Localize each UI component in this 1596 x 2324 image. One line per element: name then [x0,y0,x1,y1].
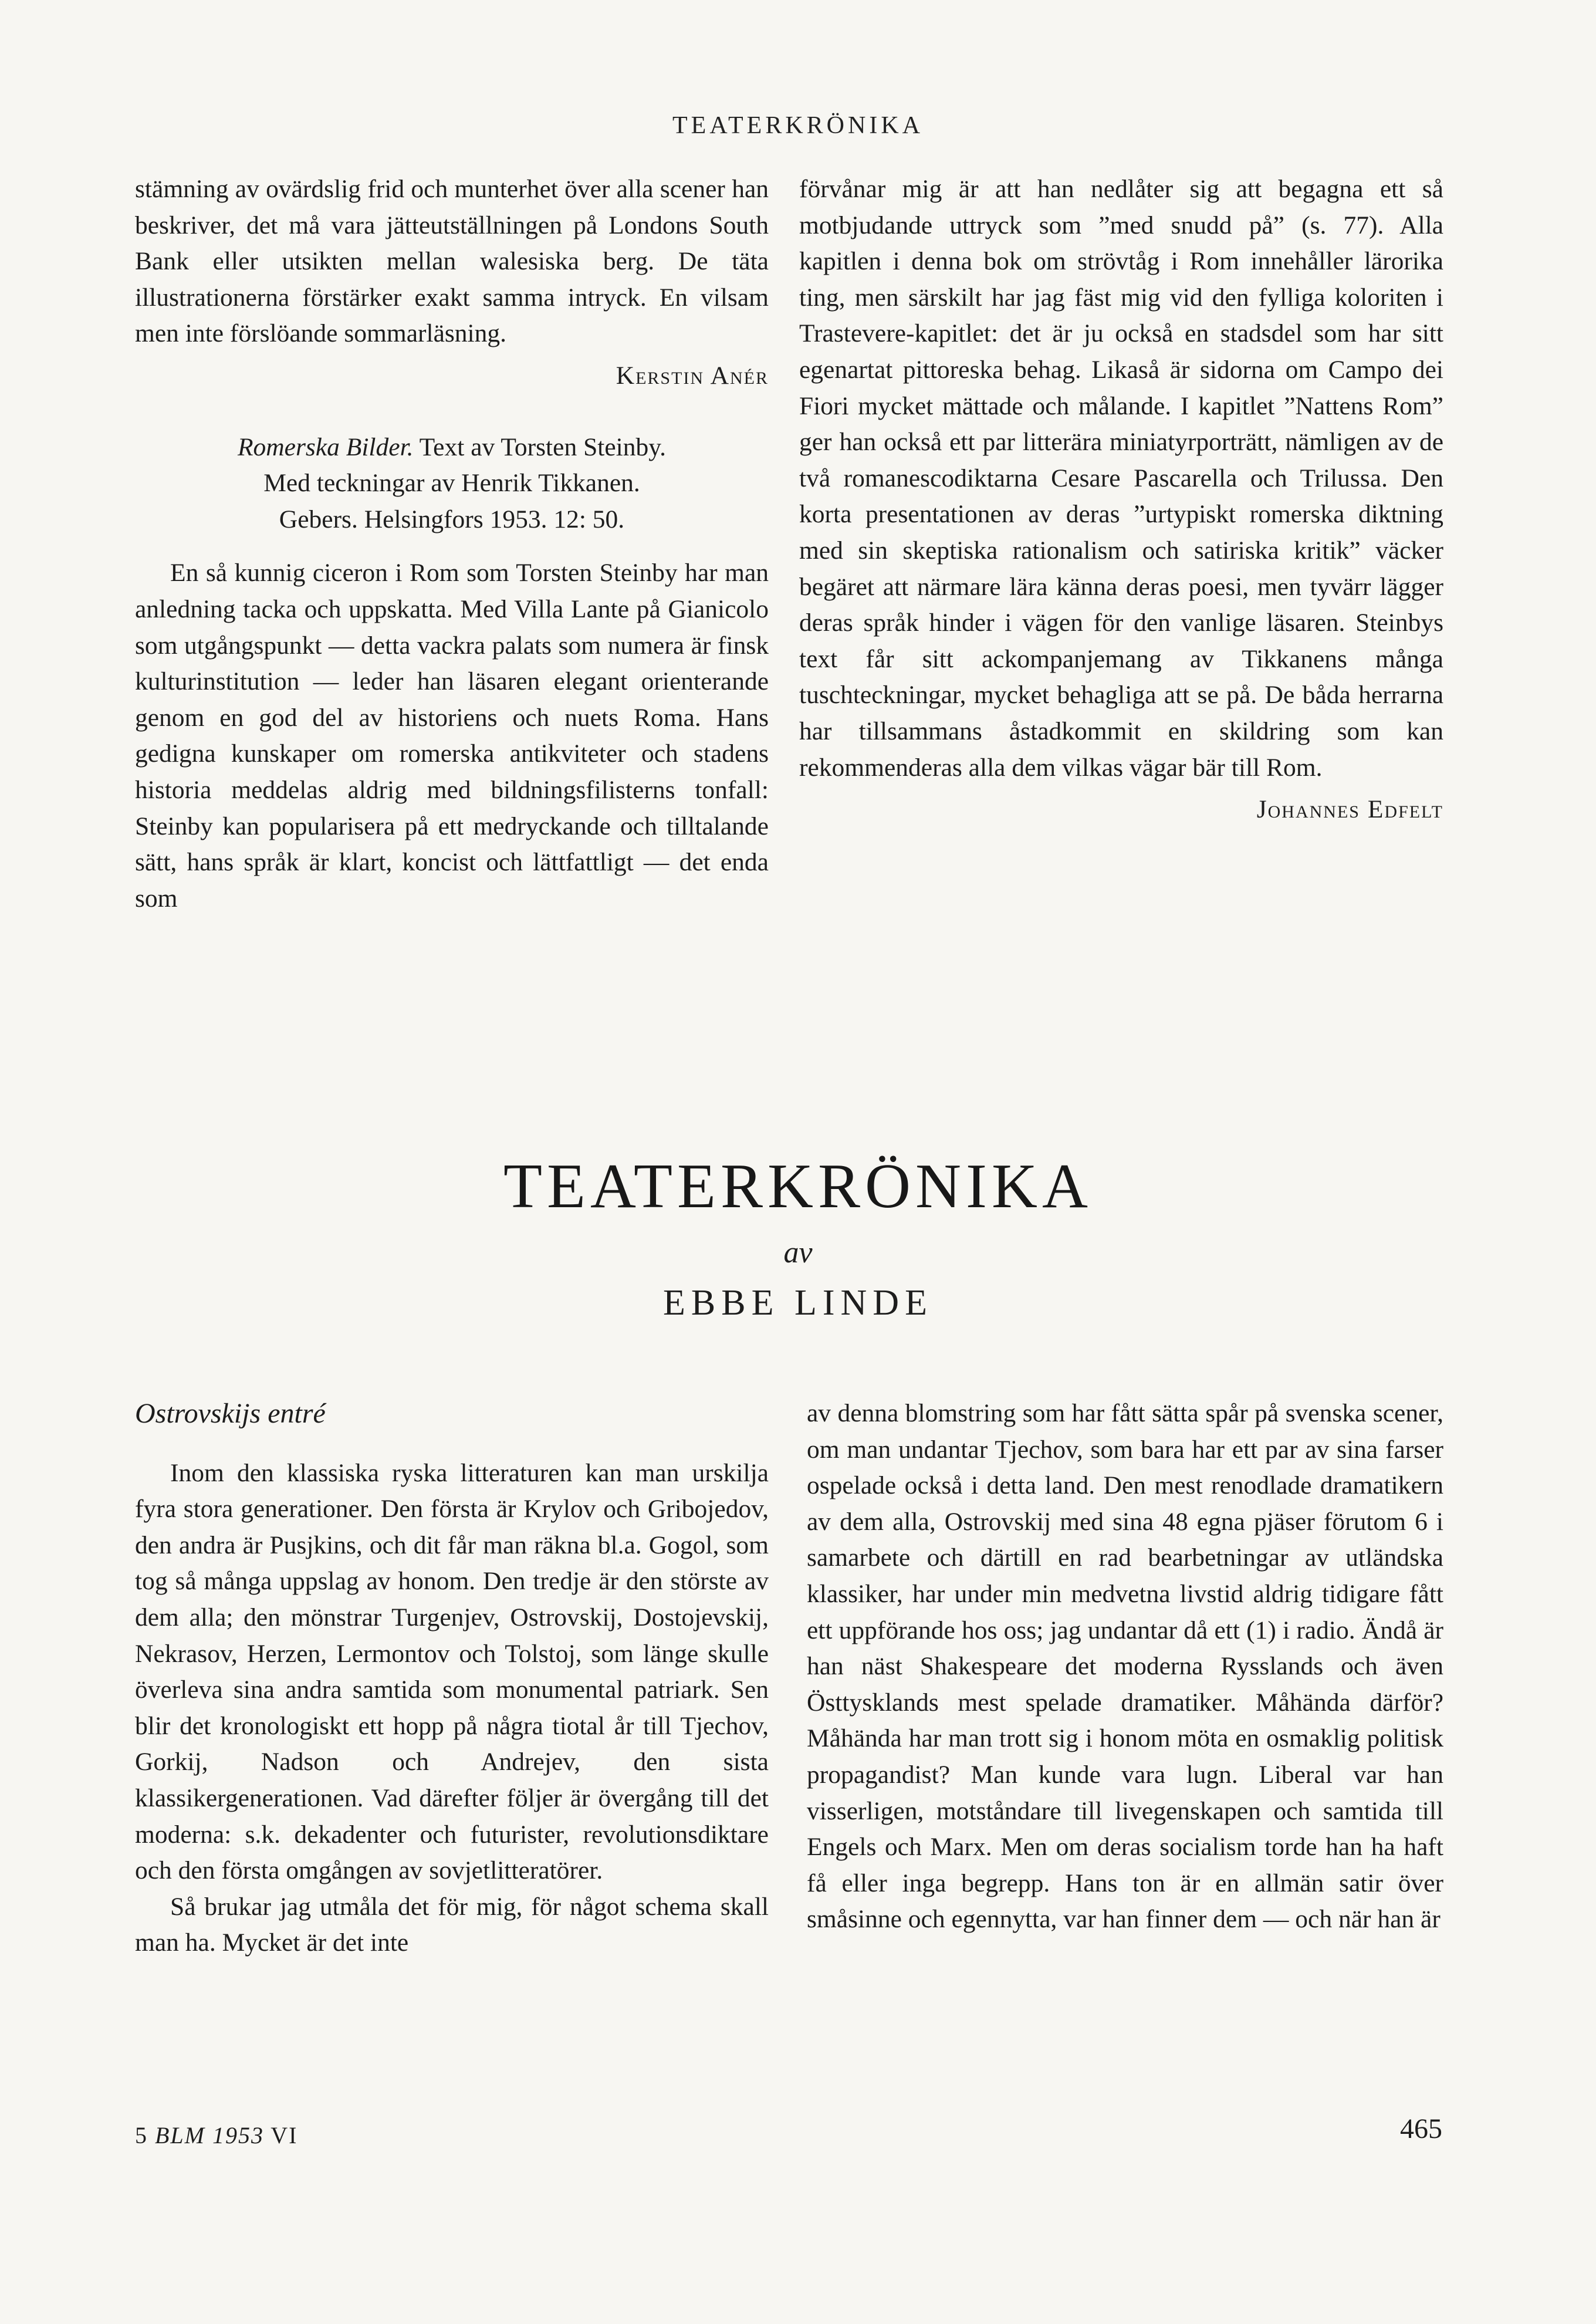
footer-volume: VI [270,2122,298,2149]
article-paragraph: av denna blomstring som har fått sätta spår på svenska scener, om man undantar Tjechov, som bara har ett par av sina farser ospelade också i detta land. Den mest renodlade dramatikern av dem alla, Ostrovskij med sina 48 egna pjäser förutom 6 i samarbete och därtill en rad bearbetningar av utländska klassiker, har under min medvetna livstid aldrig tidigare fått ett uppförande hos oss; jag undantar då ett (1) i radio. Ändå är han näst Shakespeare det moderna Rysslands och även Östtysklands mest spelade dramatiker. Måhända därför? Måhända har man trott sig i honom möta en osmaklig politisk propagandist? Man kunde vara lugn. Liberal var han visserligen, motståndare till livegenskapen och samtida till Engels och Marx. Men om deras socialism torde han ha haft få eller inga begrepp. Hans ton är en allmän satir över småsinne och egennytta, var han finner dem — och när han är [807,1399,1443,1934]
article-title: TEATERKRÖNIKA [503,1151,1093,1221]
footer-signature [135,2122,298,2149]
book-illustrator-line: Med teckningar av Henrik Tikkanen. [263,469,640,498]
reviewer-signature: Johannes Edfelt [1256,795,1443,824]
article-column-right [807,1396,1443,1938]
review-paragraph: En så kunnig ciceron i Rom som Torsten Steinby har man anledning tacka och uppskatta. Med Villa Lante på Gianicolo som utgångspunkt — detta vackra palats som numera är finsk kulturinstitution — leder han läsaren elegant orienterande genom en god del av historiens och nuets Roma. Hans gedigna kunskaper om romerska antikviteter och stadens historia meddelas aldrig med bildningsfilisterns tonfall: Steinby kan popularisera på ett medryckande och tilltalande sätt, hans språk är klart, koncist och lättfattligt — det enda som [135,559,769,913]
footer-issue-number: 5 [135,2122,148,2149]
book-title: Romerska Bilder. [237,433,414,461]
article-column-left [135,1396,769,1961]
running-head: TEATERKRÖNIKA [672,112,924,139]
footer-journal: BLM 1953 [155,2122,264,2149]
book-reference [135,430,769,538]
section-heading: Ostrovskijs entré [135,1398,326,1429]
article-byline-prefix: av [783,1236,813,1269]
review-column-right [799,171,1443,828]
book-author-line: Text av Torsten Steinby. [413,433,667,461]
review-paragraph: stämning av ovärdslig frid och munterhet över alla scener han beskriver, det må vara jätteutställningen på Londons South Bank eller utsikten mellan walesiska berg. De täta illustrationerna förstärker exakt samma intryck. En vilsam men inte förslöande sommarläsning. [135,175,769,348]
article-paragraph: Inom den klassiska ryska litteraturen kan man urskilja fyra stora generationer. Den första är Krylov och Gribojedov, den andra är Pusjkins, och dit får man räkna bl.a. Gogol, som tog så många uppslag av honom. Den tredje är den störste av dem alla; den mönstrar Turgenjev, Ostrovskij, Dostojevskij, Nekrasov, Herzen, Lermontov och Tolstoj, som länge skulle överleva sina andra samtida som monumental patriark. Sen blir det kronologiskt ett hopp på några tiotal år till Tjechov, Gorkij, Nadson och Andrejev, den sista klassikergenerationen. Vad därefter följer är övergång till det moderna: s.k. dekadenter och futurister, revolutionsdiktare och den första omgången av sovjetlitteratörer. [135,1458,769,1885]
article-paragraph: Så brukar jag utmåla det för mig, för något schema skall man ha. Mycket är det inte [135,1892,769,1957]
article-author: EBBE LINDE [663,1283,933,1323]
reviewer-signature: Kerstin Anér [616,361,769,390]
review-paragraph: förvånar mig är att han nedlåter sig att begagna ett så motbjudande uttryck som ”med snudd på” (s. 77). Alla kapitlen i denna bok om strövtåg i Rom innehåller lärorika ting, men särskilt har jag fäst mig vid den fylliga koloriten i Trastevere-kapitlet: det är ju också en stadsdel som har sitt egenartat pittoreska behag. Likaså är sidorna om Campo dei Fiori mycket mättade och målande. I kapitlet ”Nattens Rom” ger han också ett par litterära miniatyrporträtt, nämligen av de två romanescodiktarna Cesare Pascarella och Trilussa. Den korta presentationen av deras ”urtypiskt romerska diktning med sin skeptiska rationalism och satiriska kritik” väcker begäret att närmare lära känna deras poesi, men tyvärr lägger deras språk hinder i vägen för den vanlige läsaren. Steinbys text får sitt ackompanjemang av Tikkanens många tuschteckningar, mycket behagliga att se på. De båda herrarna har tillsammans åstadkommit en skildring som kan rekommenderas alla dem vilkas vägar bär till Rom. [799,175,1443,782]
book-publisher-line: Gebers. Helsingfors 1953. 12: 50. [279,505,625,533]
page-number: 465 [1400,2113,1442,2144]
review-column-left [135,171,769,917]
